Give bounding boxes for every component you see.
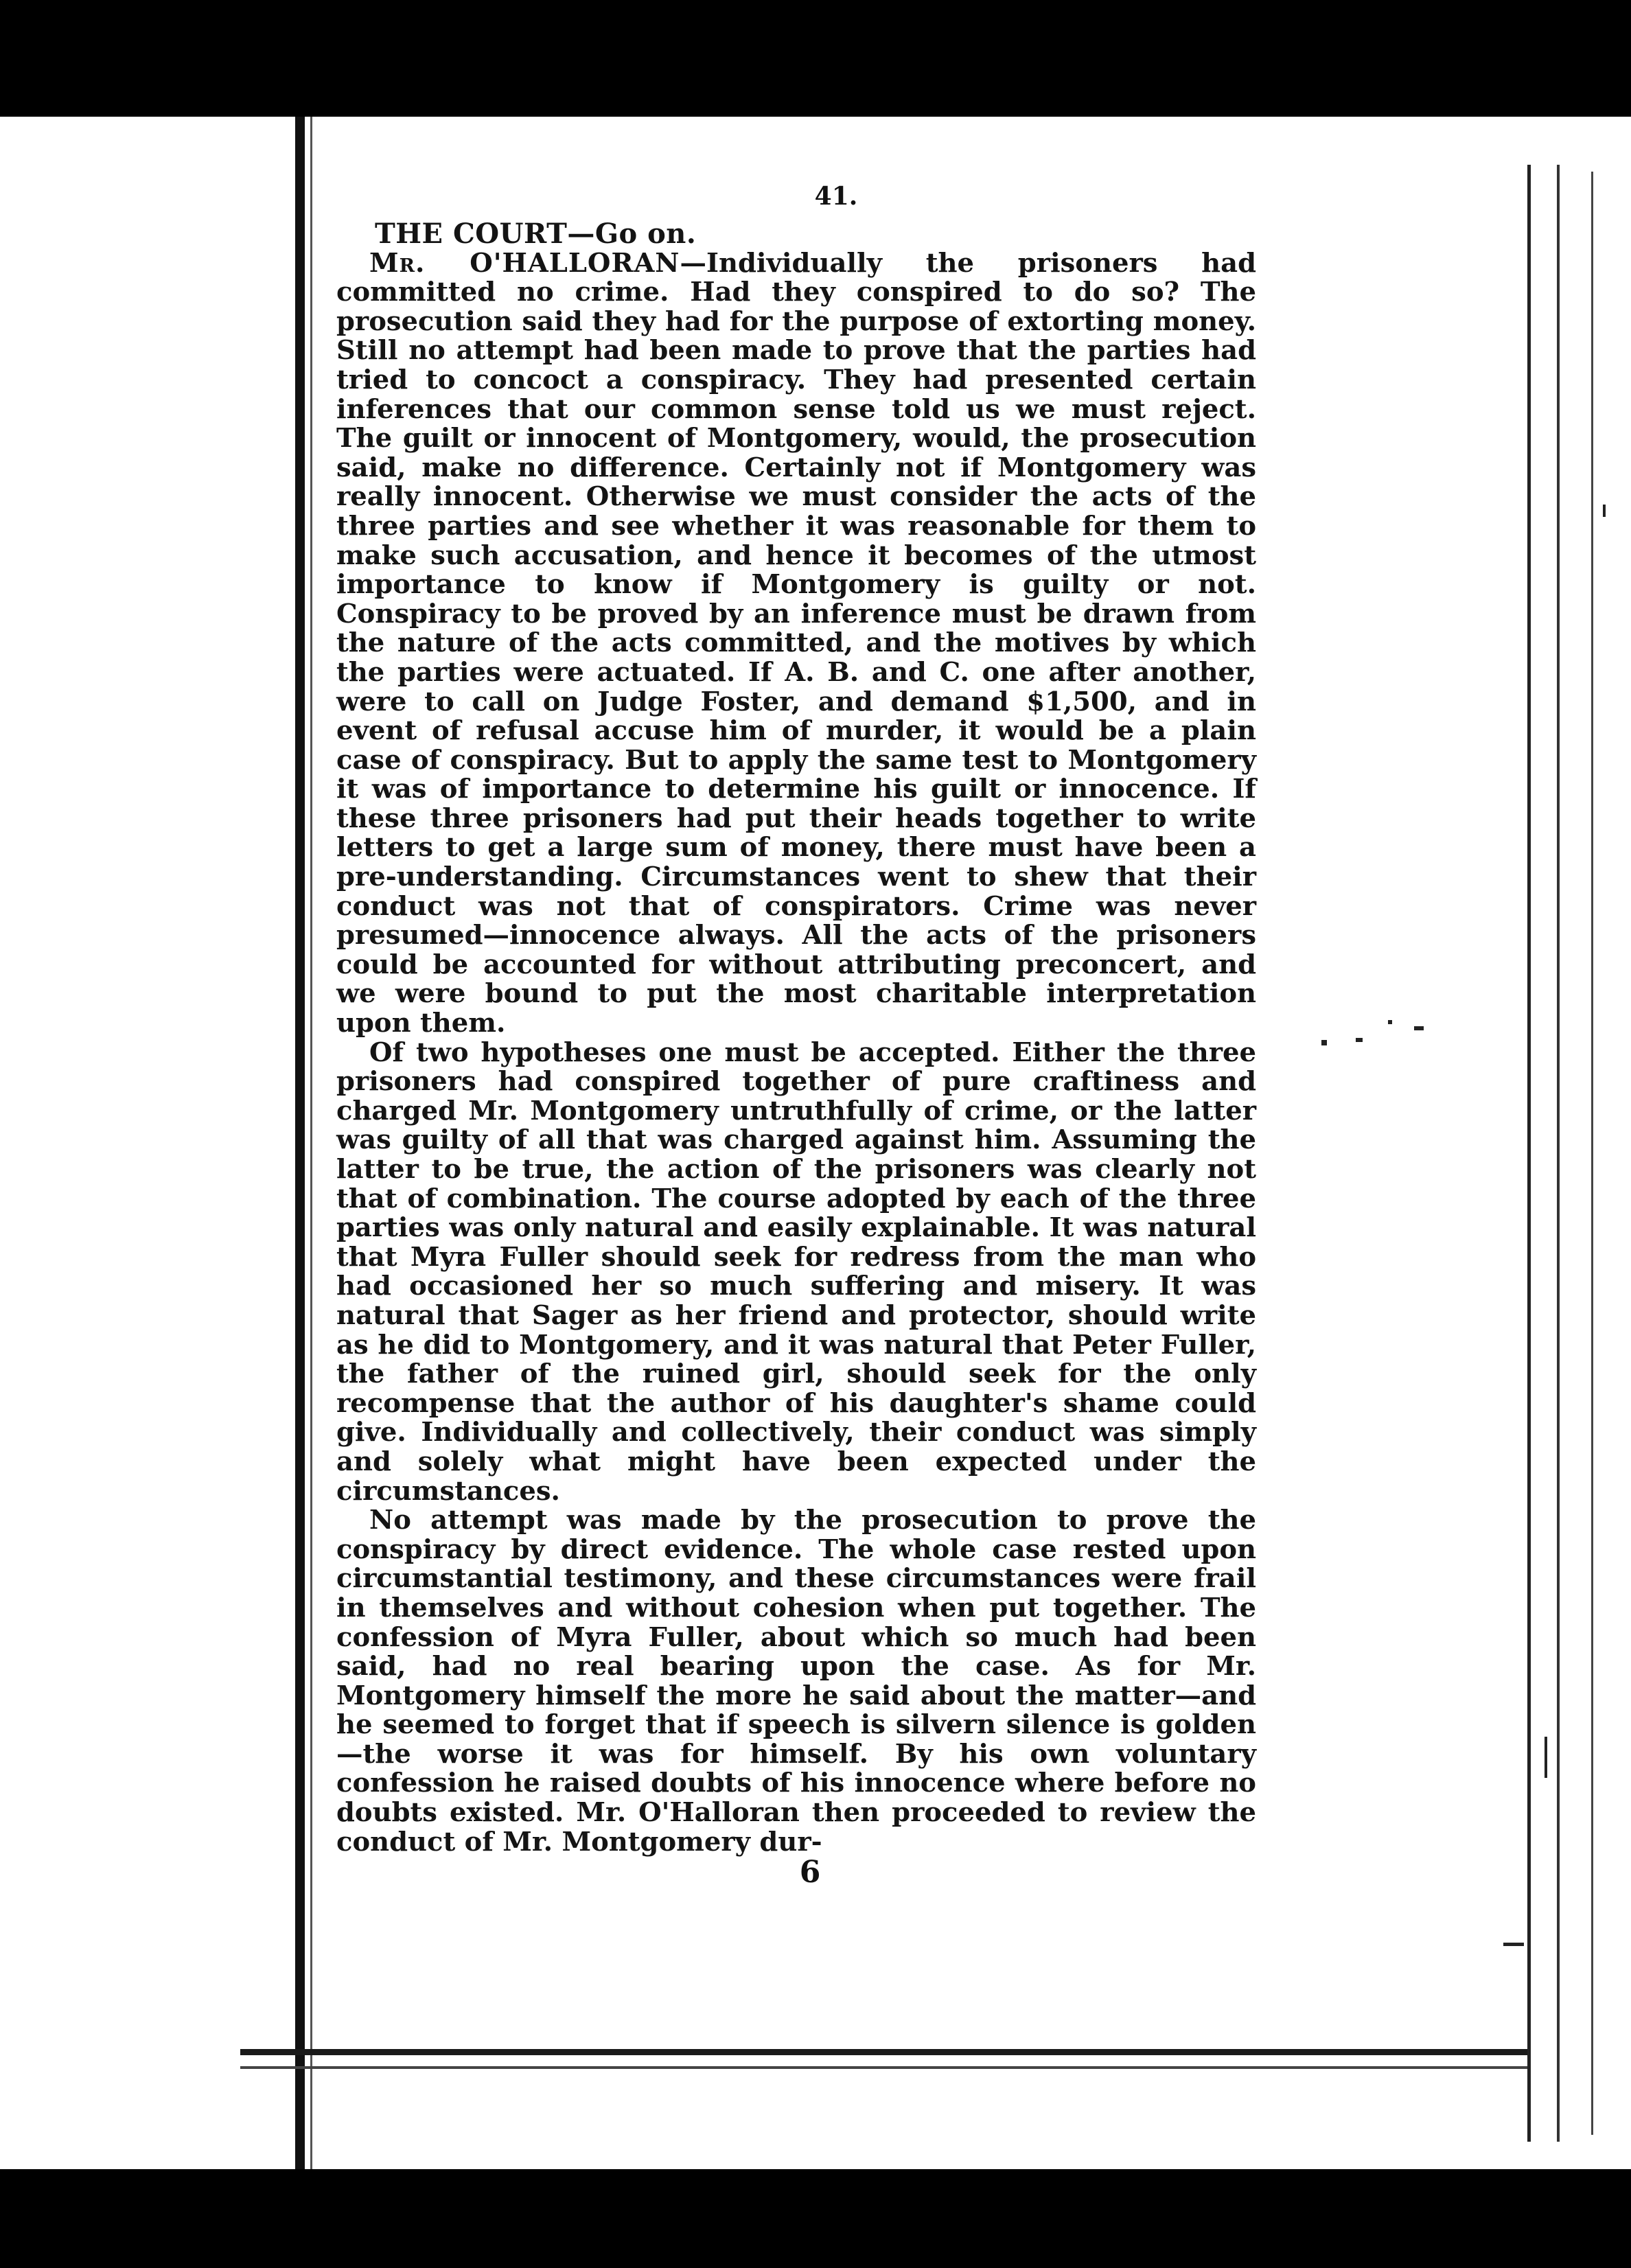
signature-mark: 6 bbox=[799, 1855, 821, 1890]
scan-speck bbox=[1321, 1040, 1327, 1045]
bottom-rule bbox=[240, 2049, 1527, 2055]
page-number: 41. bbox=[814, 182, 858, 211]
scan-speck bbox=[1603, 505, 1606, 517]
page-stack-edge bbox=[1557, 165, 1560, 2142]
page-stack-edge bbox=[1591, 172, 1593, 2135]
court-heading: THE COURT—Go on. bbox=[375, 218, 697, 250]
paragraph bbox=[336, 1506, 1256, 1857]
paragraph bbox=[336, 249, 1256, 1039]
scan-speck bbox=[1388, 1020, 1392, 1024]
paragraph-text: Of two hypotheses one must be accepted. Either the three prisoners had conspired together of pure craftiness and charged Mr. Montgomery untruthfully of crime, or the latter was guilty of all that was charged against him. Assuming the latter to be true, the action of the prisoners was clearly not that of combination. The course adopted by each of the three parties was only natural and easily explainable. It was natural that Myra Fuller should seek for redress from the man who had occasioned her so much suffering and misery. It was natural that Sager as her friend and protector, should write as he did to Montgomery, and it was natural that Peter Fuller, the father of the ruined girl, should seek for the only recompense that the author of his daughter's shame could give. Individually and collectively, their conduct was simply and solely what might have been expected under the circumstances. bbox=[336, 1037, 1256, 1507]
page-stack-edge bbox=[1527, 165, 1531, 2142]
scan-speck bbox=[1503, 1943, 1524, 1946]
speaker-name: Mr. O'HALLORAN bbox=[369, 247, 680, 279]
body-text bbox=[336, 220, 1256, 1857]
scan-speck bbox=[1545, 1737, 1547, 1778]
bottom-rule bbox=[240, 2066, 1527, 2069]
paragraph-text: —Individually the prisoners had committed no crime. Had they conspired to do so? The prosecution said they had for the purpose of extorting money. Still no attempt had been made to prove that the parties had tried to concoct a conspiracy. They had presented certain inferences that our common sense told us we must reject. The guilt or innocent of Montgomery, would, the prosecution said, make no difference. Certainly not if Montgomery was really innocent. Otherwise we must consider the acts of the three parties and see whether it was reasonable for them to make such accusation, and hence it becomes of the utmost importance to know if Montgomery is guilty or not. Conspiracy to be proved by an inference must be drawn from the nature of the acts committed, and the motives by which the parties were actuated. If A. B. and C. one after another, were to call on Judge Foster, and demand $1,500, and in event of refusal accuse him of murder, it would be a plain case of conspiracy. But to apply the same test to Montgomery it was of importance to determine his guilt or innocence. If these three prisoners had put their heads together to write letters to get a large sum of money, there must have been a pre-understanding. Circumstances went to shew that their conduct was not that of conspirators. Crime was never presumed—innocence always. All the acts of the prisoners could be accounted for without attributing preconcert, and we were bound to put the most charitable interpretation upon them. bbox=[336, 247, 1256, 1039]
paragraph-text: No attempt was made by the prosecution to prove the conspiracy by direct evidence. The whole case rested upon circumstantial testimony, and these circumstances were frail in themselves and without cohesion when put together. The confession of Myra Fuller, about which so much had been said, had no real bearing upon the case. As for Mr. Montgomery himself the more he said about the matter—and he seemed to forget that if speech is silvern silence is golden—the worse it was for himself. By his own voluntary confession he raised doubts of his innocence where before no doubts existed. Mr. O'Halloran then proceeded to review the conduct of Mr. Montgomery dur- bbox=[336, 1505, 1256, 1858]
scan-speck bbox=[1414, 1026, 1424, 1030]
scan-speck bbox=[1356, 1038, 1363, 1042]
paragraph bbox=[336, 1039, 1256, 1507]
